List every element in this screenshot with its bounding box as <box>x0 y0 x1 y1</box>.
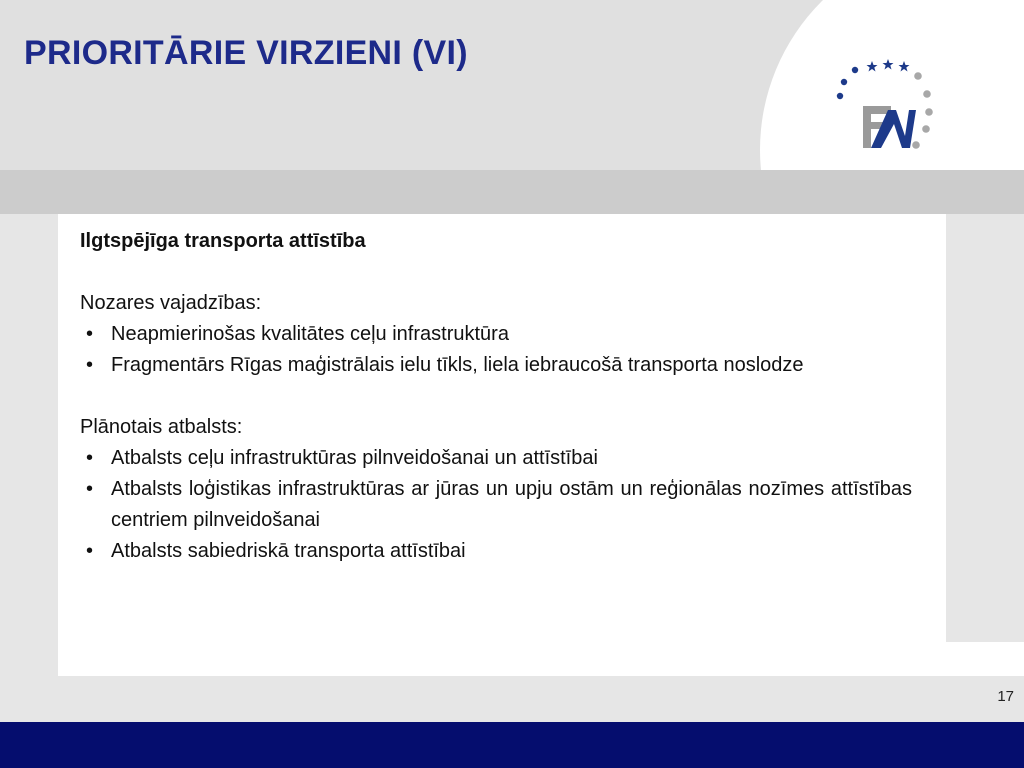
bullet-icon: • <box>86 540 94 562</box>
slide-header <box>0 0 1024 170</box>
logo-star <box>883 59 894 70</box>
bullet-icon: • <box>86 323 94 345</box>
support-heading: Plānotais atbalsts: <box>80 416 243 438</box>
logo-dot <box>841 79 847 85</box>
list-item <box>80 350 912 381</box>
needs-heading: Nozares vajadzības: <box>80 292 262 314</box>
list-item <box>80 443 912 474</box>
needs-list <box>80 319 912 381</box>
list-item-text: Fragmentārs Rīgas maģistrālais ielu tīkls, liela iebraucošā transporta noslodze <box>111 354 804 376</box>
bullet-icon: • <box>86 354 94 376</box>
logo-dot <box>922 125 930 133</box>
list-item-text: Atbalsts sabiedriskā transporta attīstībai <box>111 540 466 562</box>
list-item-text: Atbalsts ceļu infrastruktūras pilnveidošanai un attīstībai <box>111 447 598 469</box>
bullet-icon: • <box>86 478 94 500</box>
spacer <box>80 257 912 288</box>
list-item <box>80 536 912 567</box>
logo-star <box>867 61 878 72</box>
content-panel <box>58 214 946 676</box>
logo-dot <box>912 141 920 149</box>
slide-title: PRIORITĀRIE VIRZIENI (VI) <box>24 34 468 72</box>
list-item-text: Neapmierinošas kvalitātes ceļu infrastruktūra <box>111 323 509 345</box>
spacer <box>80 381 912 412</box>
logo-dot <box>923 90 931 98</box>
logo-dot <box>852 67 858 73</box>
list-item <box>80 474 912 536</box>
logo-dot <box>914 72 922 80</box>
list-item <box>80 319 912 350</box>
logo-star <box>899 61 910 72</box>
logo-dot <box>837 93 843 99</box>
support-list <box>80 443 912 567</box>
slide-subtitle: Ilgtspējīga transporta attīstība <box>80 230 366 252</box>
fm-logo-icon <box>830 56 940 156</box>
footer-bar <box>0 722 1024 768</box>
logo-dot <box>925 108 933 116</box>
side-white-block <box>946 642 1024 676</box>
page-number: 17 <box>997 688 1014 705</box>
bullet-icon: • <box>86 447 94 469</box>
slide-body <box>80 226 912 567</box>
header-band <box>0 170 1024 214</box>
list-item-text: Atbalsts loģistikas infrastruktūras ar jūras un upju ostām un reģionālas nozīmes attīstības centriem pilnveidošanai <box>111 478 912 531</box>
